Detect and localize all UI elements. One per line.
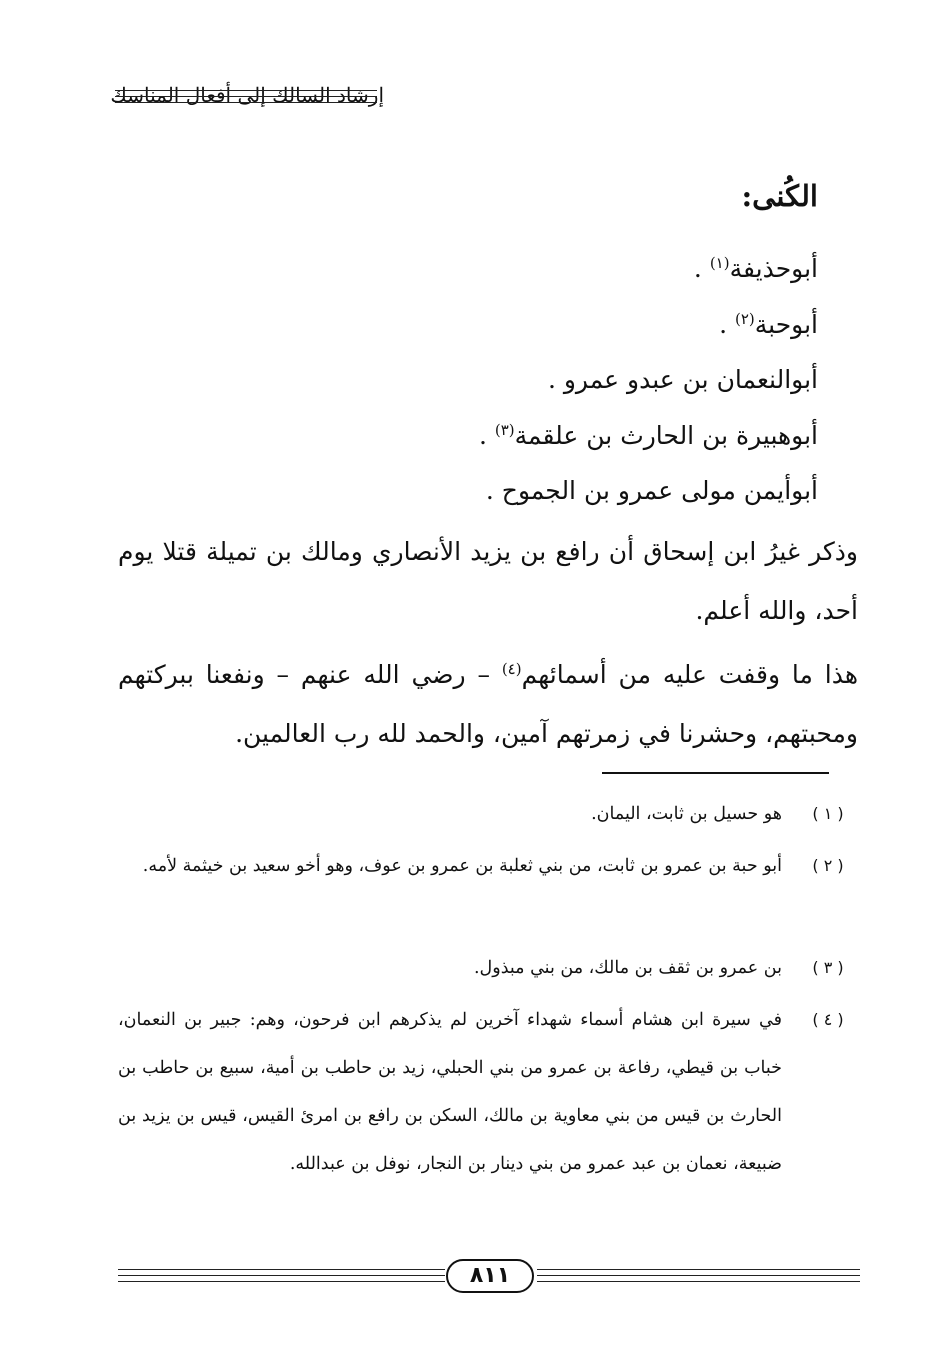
kunya-period: . xyxy=(719,309,735,339)
paragraph-closing xyxy=(118,645,858,763)
footnote-separator xyxy=(602,772,829,774)
footnote xyxy=(118,996,858,1188)
footer-rule xyxy=(537,1269,860,1270)
footnote-number: ( ٢ ) xyxy=(812,856,844,875)
kunya-name: أبوهبيرة بن الحارث بن علقمة xyxy=(514,420,818,450)
kunya-list xyxy=(479,241,818,519)
kunya-period: . xyxy=(478,420,495,450)
kunya-name: أبوالنعمان بن عبدو عمرو . xyxy=(547,365,818,394)
footnote-number: ( ٤ ) xyxy=(812,1010,844,1029)
section-heading: الكُنى: xyxy=(741,179,818,213)
kunya-name: أبوحذيفة xyxy=(729,254,818,283)
footnote-number: ( ٣ ) xyxy=(812,958,844,977)
footer-rule xyxy=(537,1275,860,1276)
footer-rule xyxy=(118,1281,445,1282)
kunya-name: أبوحبة xyxy=(754,309,818,339)
kunya-item xyxy=(479,241,818,297)
header-rule xyxy=(115,96,377,97)
page-number: ٨١١ xyxy=(469,1263,511,1288)
footnote-reference: (٢) xyxy=(734,309,755,328)
footnote-reference: (٣) xyxy=(494,420,515,439)
footnote xyxy=(118,944,858,992)
header-rule xyxy=(115,90,377,91)
footnote-text: أبو حبة بن عمرو بن ثابت، من بني ثعلبة بن عمرو بن عوف، وهو أخو سعيد بن خيثمة لأمه. xyxy=(142,856,782,876)
page-number-frame xyxy=(446,1259,534,1293)
kunya-item xyxy=(479,297,818,353)
kunya-item xyxy=(479,408,818,464)
footnote-number: ( ١ ) xyxy=(812,804,844,823)
kunya-item xyxy=(479,463,818,519)
footer-rule xyxy=(537,1281,860,1282)
header-rule xyxy=(115,102,377,103)
closing-text-start: هذا ما وقفت عليه من أسمائهم xyxy=(521,660,859,689)
footnote-reference: (٤) xyxy=(501,660,522,678)
kunya-item xyxy=(479,352,818,408)
footnote-text: بن عمرو بن ثقف بن مالك، من بني مبذول. xyxy=(473,958,782,978)
kunya-period: . xyxy=(693,254,710,283)
footnote-reference: (١) xyxy=(709,254,730,272)
footer-rule xyxy=(118,1269,445,1270)
paragraph-other-mention: وذكر غيرُ ابن إسحاق أن رافع بن يزيد الأنصاري ومالك بن تميلة قتلا يوم أحد، والله أعلم. xyxy=(118,537,858,625)
kunya-name: أبوأيمن مولى عمرو بن الجموح . xyxy=(485,476,818,505)
footnote-text: في سيرة ابن هشام أسماء شهداء آخرين لم يذكرهم ابن فرحون، وهم: جبير بن النعمان، خباب بن قيطي، رفاعة بن عمرو من بني الحبلي، زيد بن حاطب بن أمية، سبيع بن حاطب بن الحارث بن قيس من بني معاوية بن مالك، السكن بن رافع بن امرئ القيس، قيس بن يزيد بن ضبيعة، نعمان بن عبد عمرو من بني دينار بن النجار، نوفل بن عبدالله. xyxy=(118,1010,782,1174)
footnote-text: هو حسيل بن ثابت، اليمان. xyxy=(591,804,782,824)
footnote xyxy=(118,790,858,838)
closing-text-end: – رضي الله عنهم – ونفعنا ببركتهم ومحبتهم، وحشرنا في زمرتهم آمين، والحمد لله رب العالمين. xyxy=(118,660,858,748)
footnote xyxy=(118,842,858,890)
footer-rule xyxy=(118,1275,445,1276)
running-header-title: إرشاد السالك إلى أفعال المناسك xyxy=(110,83,384,107)
